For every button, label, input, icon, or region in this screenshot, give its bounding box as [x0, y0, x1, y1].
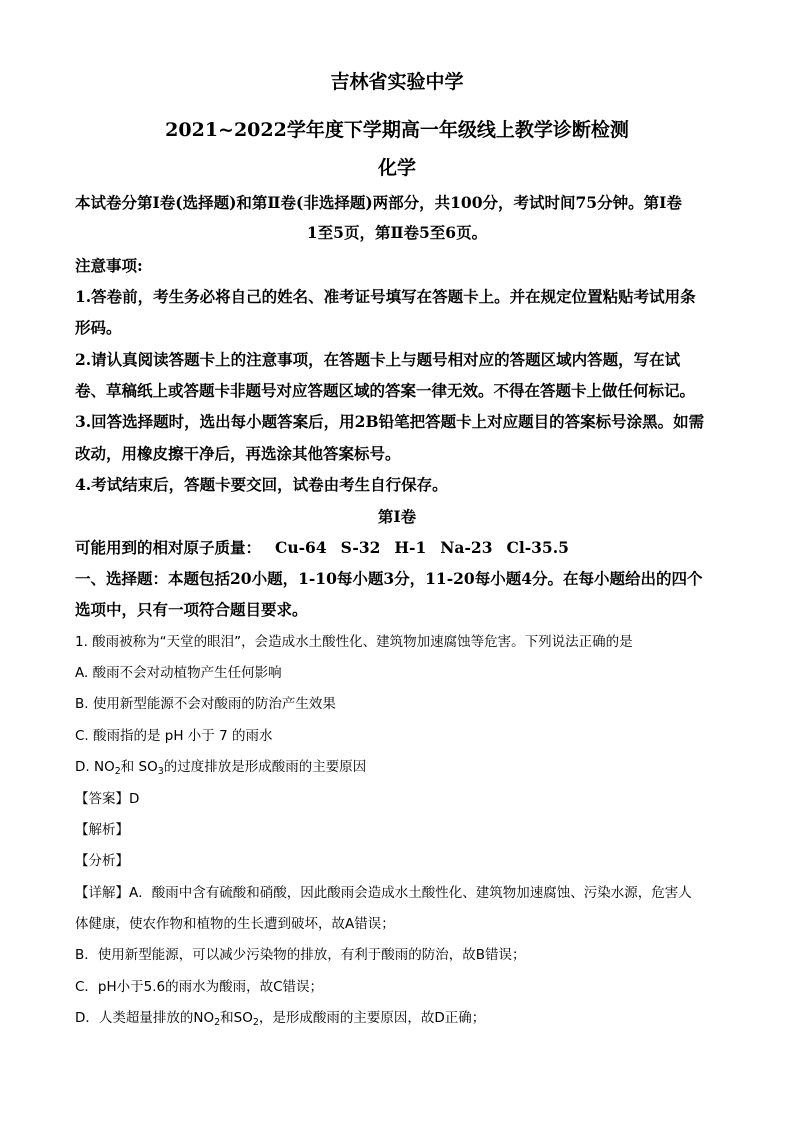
notice-item: 4.考试结束后，答题卡要交回，试卷由考生自行保存。	[75, 475, 448, 494]
notice-item: 卷、草稿纸上或答题卡非题号对应答题区域的答案一律无效。不得在答题卡上做任何标记。	[75, 381, 696, 400]
part-instructions-2: 选项中，只有一项符合题目要求。	[75, 600, 308, 619]
subscript: 3	[157, 766, 164, 777]
option-d	[75, 755, 725, 775]
atomic-mass-item: Na-23	[440, 538, 493, 557]
detail-line-1: 【详解】A．酸雨中含有硫酸和硝酸，因此酸雨会造成水土酸性化、建筑物加速腐蚀、污染水源，危害人	[75, 885, 692, 901]
part-instructions-1: 一、选择题：本题包括20小题，1-10每小题3分，11-20每小题4分。在每小题给出的四个	[75, 569, 703, 588]
atomic-mass-item: Cl-35.5	[506, 538, 569, 557]
detail-d-text: 和SO	[220, 1010, 253, 1026]
subject-title: 化学	[377, 157, 416, 179]
analysis-label: 【解析】	[75, 822, 129, 838]
option-a: A. 酸雨不会对动植物产生任何影响	[75, 665, 282, 681]
option-d-text: 和 SO	[120, 759, 158, 775]
detail-b: B．使用新型能源，可以减少污染物的排放，有利于酸雨的防治，故B错误；	[75, 947, 526, 963]
option-c: C. 酸雨指的是 pH 小于 7 的雨水	[75, 728, 273, 744]
atomic-mass-line	[75, 536, 725, 558]
detail-d-text: ，是形成酸雨的主要原因，故D正确；	[258, 1010, 486, 1026]
notice-item: 改动，用橡皮擦干净后，再选涂其他答案标号。	[75, 444, 401, 463]
subscript: 2	[214, 1017, 221, 1028]
fenxi-label: 【分析】	[75, 853, 129, 869]
notice-item: 形码。	[75, 318, 122, 337]
school-name: 吉林省实验中学	[330, 71, 464, 93]
intro-line-2: 1至5页，第Ⅱ卷5至6页。	[306, 223, 488, 242]
option-d-text: D. NO	[75, 759, 115, 775]
notice-item: 3.回答选择题时，选出每小题答案后，用2B铅笔把答题卡上对应题目的答案标号涂黑。如需	[75, 412, 705, 431]
intro-line-1: 本试卷分第Ⅰ卷(选择题)和第Ⅱ卷(非选择题)两部分，共100分，考试时间75分钟。第Ⅰ卷	[75, 193, 682, 212]
atomic-mass-item: S-32	[340, 538, 381, 557]
notice-heading: 注意事项:	[75, 256, 143, 275]
detail-line-2: 体健康，使农作物和植物的生长遭到破坏，故A错误；	[75, 916, 395, 932]
detail-d	[75, 1006, 725, 1026]
atomic-mass-item: H-1	[394, 538, 427, 557]
atomic-mass-label: 可能用到的相对原子质量：	[75, 538, 262, 557]
exam-title: 2021~2022学年度下学期高一年级线上教学诊断检测	[165, 119, 629, 141]
notice-item: 1.答卷前，考生务必将自己的姓名、准考证号填写在答题卡上。并在规定位置粘贴考试用条	[75, 287, 696, 306]
notice-item: 2.请认真阅读答题卡上的注意事项，在答题卡上与题号相对应的答题区域内答题，写在试	[75, 350, 681, 369]
subscript: 2	[252, 1017, 259, 1028]
detail-c: C．pH小于5.6的雨水为酸雨，故C错误；	[75, 979, 324, 995]
answer-label: 【答案】D	[75, 791, 140, 807]
option-b: B. 使用新型能源不会对酸雨的防治产生效果	[75, 696, 336, 712]
atomic-mass-item: Cu-64	[275, 538, 327, 557]
section-title: 第Ⅰ卷	[377, 507, 417, 526]
detail-d-text: D．人类超量排放的NO	[75, 1010, 215, 1026]
option-d-text: 的过度排放是形成酸雨的主要原因	[163, 759, 367, 775]
question-stem: 1. 酸雨被称为“天堂的眼泪”，会造成水土酸性化、建筑物加速腐蚀等危害。下列说法正确的是	[75, 634, 633, 650]
subscript: 2	[114, 766, 121, 777]
